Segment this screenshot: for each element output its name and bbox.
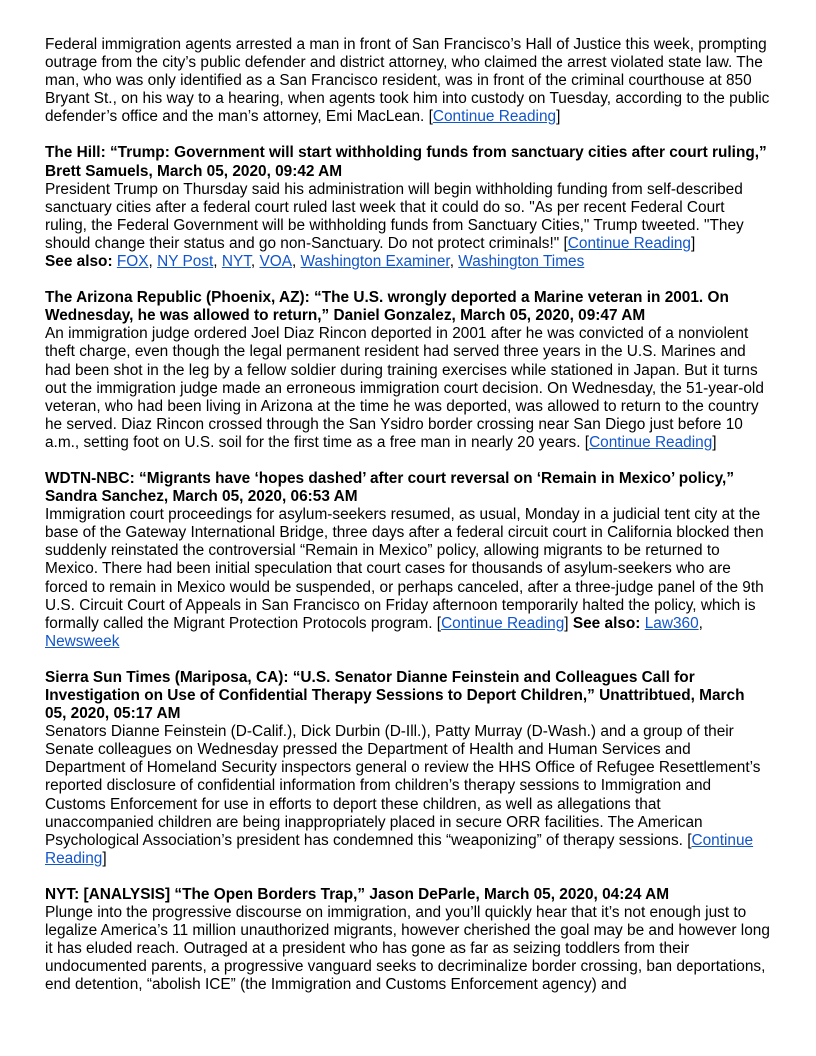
continue-reading-link[interactable]: Continue Reading (589, 433, 713, 451)
article-body: President Trump on Thursday said his administration will begin withholding funding from self-described sanctuary cities after a federal court ruled last week that it could do so. "As per recent Federal Court ruling, the Federal Government will be withholding funds from Sanctuary Cities," Trump tweeted. "They should change their status and go non-Sanctuary. Do not protect criminals!" [Continue Reading] (45, 180, 744, 252)
article-body-text: Plunge into the progressive discourse on immigration, and you’ll quickly hear that it’s not enough just to legalize America’s 11 million unauthorized migrants, however cherished the goal may be and however long it has eluded reach. Outraged at a president who has gone as far as seizing toddlers from their undocumented parents, a progressive vanguard seeks to decriminalize border crossing, ban deportations, end detention, “abolish ICE” (the Immigration and Customs Enforcement agency) and (45, 904, 770, 994)
see-also-link-law360[interactable]: Law360 (644, 614, 699, 632)
see-also-link-newsweek[interactable]: Newsweek (45, 632, 120, 650)
see-also-line: See also: FOX, NY Post, NYT, VOA, Washington Examiner, Washington Times (45, 253, 585, 271)
article-headline: WDTN-NBC: “Migrants have ‘hopes dashed’ after court reversal on ‘Remain in Mexico’ policy,” Sandra Sanchez, March 05, 2020, 06:53 AM (45, 469, 735, 506)
article-wdtn-nbc (45, 470, 770, 651)
article-body-text: Immigration court proceedings for asylum-seekers resumed, as usual, Monday in a judicial tent city at the base of the Gateway International Bridge, three days after a federal circuit court in California blocked then suddenly reinstated the controversial “Remain in Mexico” policy, allowing migrants to be returned to Mexico. There had been initial speculation that court cases for thousands of asylum-seekers who are forced to remain in Mexico would be suspended, or perhaps canceled, after a three-judge panel of the 9th U.S. Circuit Court of Appeals in San Francisco on Friday afternoon temporarily halted the policy, which is formally called the Migrant Protection Protocols program. (45, 506, 764, 632)
article-headline: Sierra Sun Times (Mariposa, CA): “U.S. Senator Dianne Feinstein and Colleagues Call for Investigation on Use of Confidential Therapy Sessions to Deport Children,” Unattribtued, March 05, 2020, 05:17 AM (45, 668, 745, 723)
continue-reading-link[interactable]: Continue Reading (567, 234, 691, 252)
see-also-link-fox[interactable]: FOX (116, 253, 149, 271)
article-body: Immigration court proceedings for asylum-seekers resumed, as usual, Monday in a judicial tent city at the base of the Gateway International Bridge, three days after a federal circuit court in California blocked then suddenly reinstated the controversial “Remain in Mexico” policy, allowing migrants to be returned to Mexico. There had been initial speculation that court cases for thousands of asylum-seekers who are forced to remain in Mexico would be suspended, or perhaps canceled, after a three-judge panel of the 9th U.S. Circuit Court of Appeals in San Francisco on Friday afternoon temporarily halted the policy, which is formally called the Migrant Protection Protocols program. [Continue Reading] See also: Law360, Newsweek (45, 506, 764, 650)
see-also-link-washington-times[interactable]: Washington Times (458, 253, 585, 271)
see-also-link-nyt[interactable]: NYT (221, 253, 251, 271)
article-body (45, 904, 770, 994)
article-body-text: An immigration judge ordered Joel Diaz Rincon deported in 2001 after he was convicted of a nonviolent theft charge, even though the legal permanent resident had served three years in the U.S. Marines and had been shot in the leg by a fellow soldier during training exercises while stationed in Japan. But it turns out the immigration judge made an erroneous immigration court decision. On Wednesday, the 51-year-old veteran, who had been living in Arizona at the time he was deported, was allowed to return to the country he served. Diaz Rincon crossed through the San Ysidro border crossing near San Diego just before 10 a.m., setting foot on U.S. soil for the first time as a free man in nearly 20 years. (45, 325, 764, 451)
article-sierra-sun-times (45, 669, 770, 868)
article-headline: NYT: [ANALYSIS] “The Open Borders Trap,” Jason DeParle, March 05, 2020, 04:24 AM (45, 885, 670, 903)
article-headline: The Arizona Republic (Phoenix, AZ): “The U.S. wrongly deported a Marine veteran in 2001. On Wednesday, he was allowed to return,” Daniel Gonzalez, March 05, 2020, 09:47 AM (45, 289, 729, 325)
see-also-link-ny-post[interactable]: NY Post (157, 253, 214, 271)
see-also-link-washington-examiner[interactable]: Washington Examiner (300, 253, 450, 271)
article-sf-arrest (45, 36, 770, 126)
see-also-label: See also: (45, 253, 113, 271)
article-body-text: President Trump on Thursday said his administration will begin withholding funding from self-described sanctuary cities after a federal court ruled last week that it could do so. "As per recent Federal Court ruling, the Federal Government will be withholding funds from Sanctuary Cities," Trump tweeted. "They should change their status and go non-Sanctuary. Do not protect criminals!" (45, 180, 744, 252)
article-nyt-analysis (45, 886, 770, 995)
continue-reading-link[interactable]: Continue Reading (45, 831, 754, 867)
article-arizona-republic (45, 289, 770, 452)
article-body-text: Federal immigration agents arrested a man in front of San Francisco’s Hall of Justice this week, prompting outrage from the city’s public defender and district attorney, who claimed the arrest violated state law. The man, who was only identified as a San Francisco resident, was in front of the criminal courthouse at 850 Bryant St., on his way to a hearing, when agents took him into custody on Tuesday, according to the public defender’s office and the man’s attorney, Emi MacLean. (45, 36, 770, 126)
article-body: Senators Dianne Feinstein (D-Calif.), Dick Durbin (D-Ill.), Patty Murray (D-Wash.) and a group of their Senate colleagues on Wednesday pressed the Department of Health and Human Services and Department of Homeland Security inspectors general o review the HHS Office of Refugee Resettlement’s reported disclosure of confidential information from children’s therapy sessions to Immigration and Customs Enforcement for use in efforts to deport these children, as well as allegations that unaccompanied children are being inappropriately placed in secure ORR facilities. The American Psychological Association’s president has condemned this “weaponizing” of therapy sessions. [Continue Reading] (45, 723, 761, 867)
continue-reading-link[interactable]: Continue Reading (441, 614, 565, 632)
article-headline: The Hill: “Trump: Government will start withholding funds from sanctuary cities after court ruling,” Brett Samuels, March 05, 2020, 09:42 AM (45, 144, 767, 180)
see-also-label: See also: (572, 614, 641, 632)
article-body: An immigration judge ordered Joel Diaz Rincon deported in 2001 after he was convicted of a nonviolent theft charge, even though the legal permanent resident had served three years in the U.S. Marines and had been shot in the leg by a fellow soldier during training exercises while stationed in Japan. But it turns out the immigration judge made an erroneous immigration court decision. On Wednesday, the 51-year-old veteran, who had been living in Arizona at the time he was deported, was allowed to return to the country he served. Diaz Rincon crossed through the San Ysidro border crossing near San Diego just before 10 a.m., setting foot on U.S. soil for the first time as a free man in nearly 20 years. [Continue Reading] (45, 325, 764, 451)
article-body: Federal immigration agents arrested a man in front of San Francisco’s Hall of Justice this week, prompting outrage from the city’s public defender and district attorney, who claimed the arrest violated state law. The man, who was only identified as a San Francisco resident, was in front of the criminal courthouse at 850 Bryant St., on his way to a hearing, when agents took him into custody on Tuesday, according to the public defender’s office and the man’s attorney, Emi MacLean. [Continue Reading] (45, 36, 770, 126)
article-body-text: Senators Dianne Feinstein (D-Calif.), Dick Durbin (D-Ill.), Patty Murray (D-Wash.) and a group of their Senate colleagues on Wednesday pressed the Department of Health and Human Services and Department of Homeland Security inspectors general o review the HHS Office of Refugee Resettlement’s reported disclosure of confidential information from children’s therapy sessions to Immigration and Customs Enforcement for use in efforts to deport these children, as well as allegations that unaccompanied children are being inappropriately placed in secure ORR facilities. The American Psychological Association’s president has condemned this “weaponizing” of therapy sessions. (45, 723, 761, 849)
see-also-link-voa[interactable]: VOA (259, 253, 292, 271)
continue-reading-link[interactable]: Continue Reading (432, 108, 557, 126)
article-the-hill (45, 144, 770, 271)
